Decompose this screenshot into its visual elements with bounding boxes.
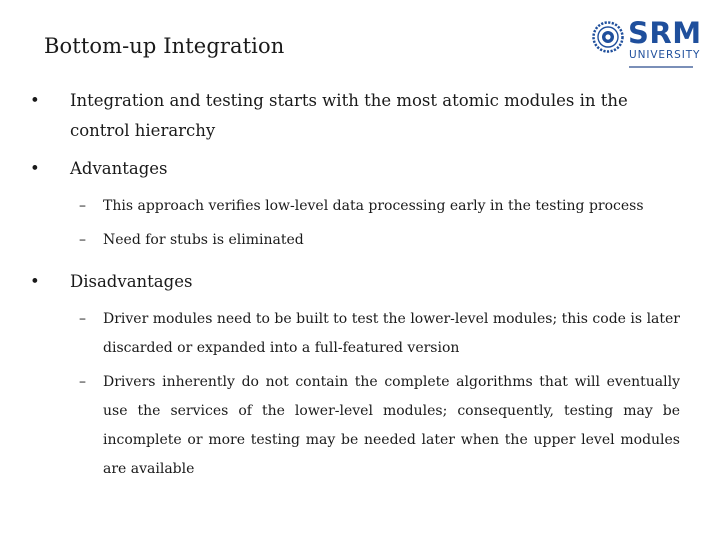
sub-bullet-text: This approach verifies low-level data processing early in the testing process (103, 198, 644, 214)
sub-bullet-text: Need for stubs is eliminated (103, 232, 304, 248)
sub-bullet (30, 192, 680, 221)
bullet-point (30, 86, 680, 146)
bullet-icon: • (30, 91, 40, 110)
bullet-icon: • (30, 159, 40, 178)
logo-brand: SRM (628, 16, 702, 50)
dash-icon: – (79, 232, 86, 248)
sub-bullet (30, 368, 680, 484)
bullet-point-disadvantages (30, 267, 680, 297)
bullet-icon: • (30, 272, 40, 291)
bullet-text: Advantages (70, 159, 168, 178)
bullet-text: Integration and testing starts with the most atomic modules in the control hierarchy (70, 91, 628, 140)
slide-content (30, 86, 680, 489)
bullet-point-advantages (30, 154, 680, 184)
dash-icon: – (79, 198, 86, 214)
dash-icon: – (79, 374, 86, 390)
bullet-text: Disadvantages (70, 272, 193, 291)
srm-university-logo (592, 16, 702, 74)
sub-bullet-text: Driver modules need to be built to test the lower-level modules; this code is later discarded or expanded into a full-featured version (103, 311, 680, 356)
sub-bullet-text: Drivers inherently do not contain the complete algorithms that will eventually use the services of the lower-level modules; consequently, testing may be incomplete or more testing may be needed later when the upper level modules are available (103, 374, 680, 477)
logo-tagline (629, 64, 693, 70)
sub-bullet (30, 226, 680, 255)
logo-subtitle: UNIVERSITY (629, 49, 701, 61)
university-emblem-icon (592, 21, 624, 53)
dash-icon: – (79, 311, 86, 327)
slide-title: Bottom-up Integration (44, 34, 285, 58)
sub-bullet (30, 305, 680, 363)
